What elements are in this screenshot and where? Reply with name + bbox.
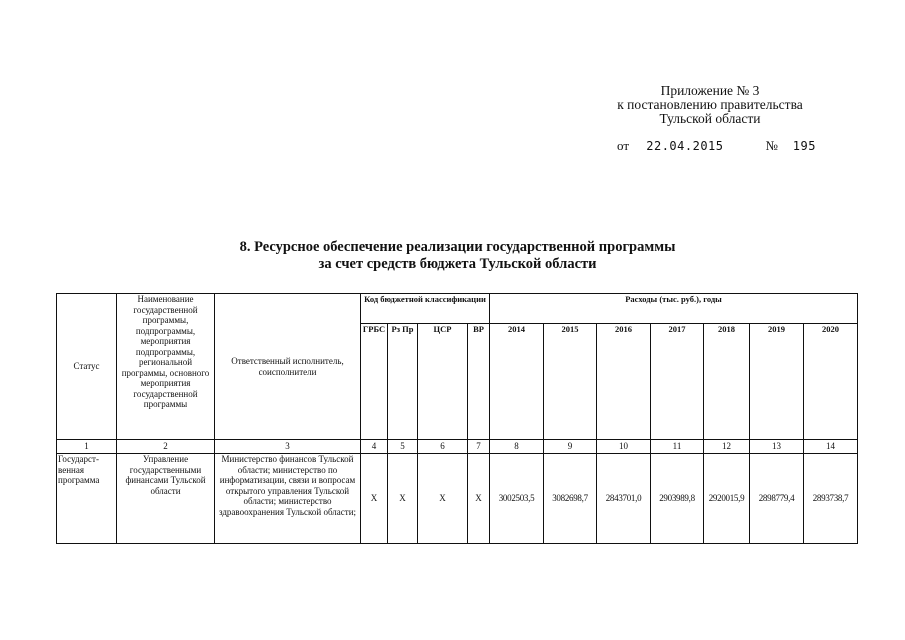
column-number: 12: [704, 440, 750, 454]
header-year: 2020: [804, 324, 858, 440]
header-year: 2019: [750, 324, 804, 440]
header-csr: ЦСР: [418, 324, 468, 440]
row-program-name: Управление государственными финансами Тульской области: [117, 454, 215, 544]
column-number: 10: [597, 440, 651, 454]
row-expense-value: 3082698,7: [544, 454, 597, 544]
title-line-2: за счет средств бюджета Тульской области: [318, 256, 597, 272]
row-expense-value: 2903989,8: [651, 454, 704, 544]
header-year: 2018: [704, 324, 750, 440]
header-grbs: ГРБС: [361, 324, 388, 440]
row-expense-value: 2893738,7: [804, 454, 858, 544]
resolution-dateline: [617, 138, 816, 154]
row-executor: Министерство финансов Тульской области; министерство по информатизации, связи и вопросам открытого управления Тульской области; министерство здравоохранения Тульской области;: [215, 454, 361, 544]
row-expense-value: 2843701,0: [597, 454, 651, 544]
header-status: Статус: [57, 294, 117, 440]
column-number: 2: [117, 440, 215, 454]
row-expense-value: 3002503,5: [490, 454, 544, 544]
row-rzpr: X: [388, 454, 418, 544]
header-year: 2015: [544, 324, 597, 440]
row-vr: X: [468, 454, 490, 544]
column-number-row: [57, 440, 858, 454]
header-executor: Ответственный исполнитель, соисполнители: [215, 294, 361, 440]
header-program-name: Наименование государственной программы, подпрограммы, мероприятия подпрограммы, региональной программы, основного мероприятия государственной программы: [117, 294, 215, 440]
header-year: 2016: [597, 324, 651, 440]
appendix-resolution: к постановлению правительства: [617, 97, 803, 112]
column-number: 9: [544, 440, 597, 454]
header-rzpr: Рз Пр: [388, 324, 418, 440]
row-status: Государст-венная программа: [57, 454, 117, 544]
column-number: 11: [651, 440, 704, 454]
number-label: №: [765, 138, 778, 153]
header-year: 2014: [490, 324, 544, 440]
resource-table: [56, 293, 858, 544]
header-expenses: Расходы (тыс. руб.), годы: [490, 294, 858, 324]
table-row: [57, 454, 858, 544]
row-expense-value: 2920015,9: [704, 454, 750, 544]
column-number: 1: [57, 440, 117, 454]
title-line-1: 8. Ресурсное обеспечение реализации государственной программы: [239, 239, 676, 255]
appendix-header: [560, 84, 860, 126]
date-label: от: [617, 138, 630, 153]
column-number: 6: [418, 440, 468, 454]
header-budget-code: Код бюджетной классификации: [361, 294, 490, 324]
row-csr: X: [418, 454, 468, 544]
column-number: 13: [750, 440, 804, 454]
header-year: 2017: [651, 324, 704, 440]
column-number: 14: [804, 440, 858, 454]
row-expense-value: 2898779,4: [750, 454, 804, 544]
resolution-date: 22.04.2015: [646, 139, 724, 153]
column-number: 5: [388, 440, 418, 454]
header-vr: ВР: [468, 324, 490, 440]
appendix-number: Приложение № 3: [660, 83, 760, 98]
column-number: 4: [361, 440, 388, 454]
document-title: [180, 239, 735, 273]
row-grbs: X: [361, 454, 388, 544]
appendix-region: Тульской области: [659, 111, 761, 126]
column-number: 7: [468, 440, 490, 454]
resolution-number: 195: [792, 139, 816, 153]
column-number: 8: [490, 440, 544, 454]
column-number: 3: [215, 440, 361, 454]
